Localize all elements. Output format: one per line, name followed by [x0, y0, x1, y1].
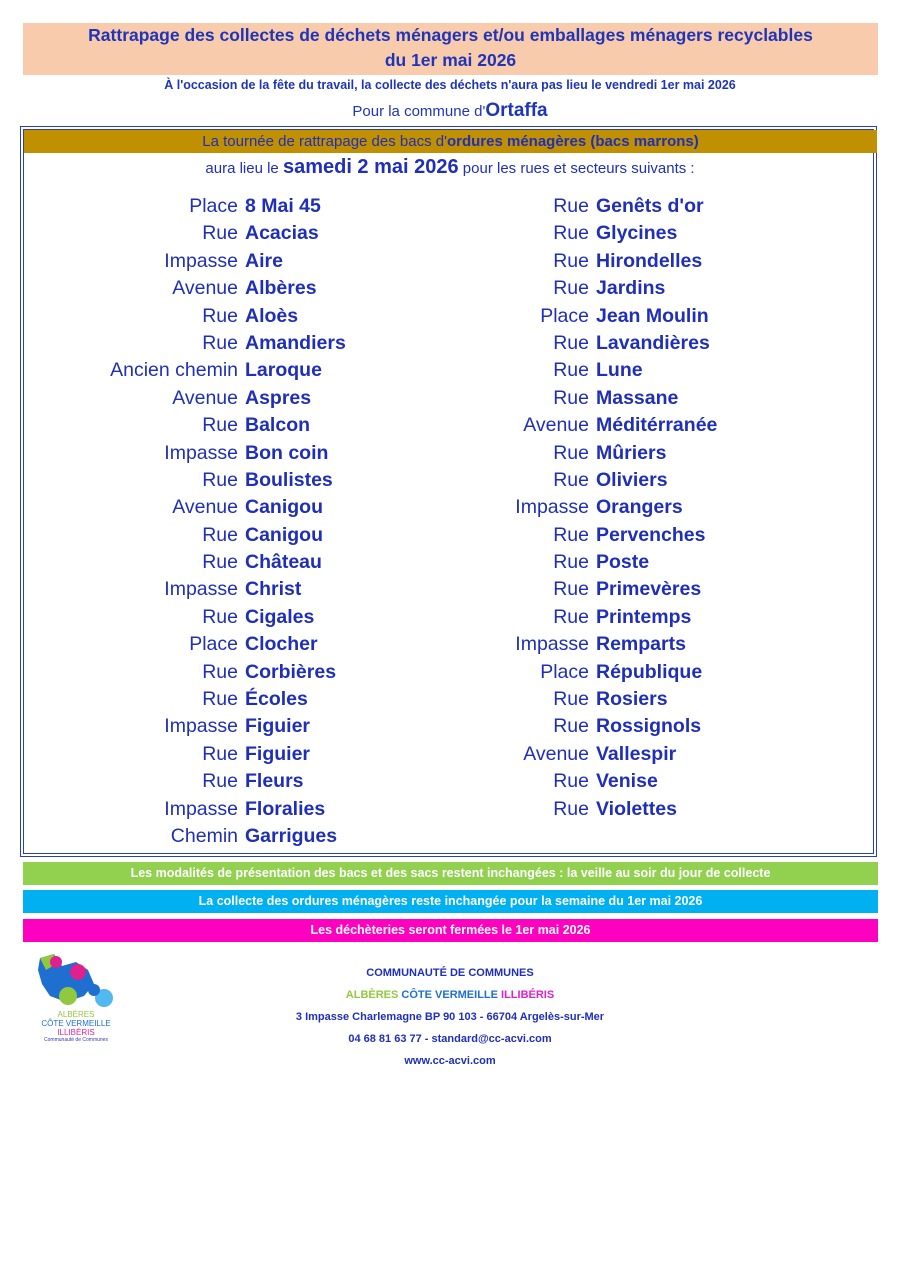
- street-item: [40, 768, 346, 795]
- street-item: [40, 440, 346, 467]
- street-type: Rue: [202, 304, 238, 327]
- street-name: Genêts d'or: [596, 195, 704, 217]
- street-item: [40, 576, 346, 603]
- street-name: Printemps: [596, 605, 692, 628]
- band-highlight: ordures ménagères (bacs marrons): [446, 133, 699, 150]
- street-name: Rosiers: [596, 688, 668, 711]
- street-name: Figuier: [245, 715, 311, 738]
- street-name: Hirondelles: [596, 249, 703, 272]
- commune-name: Ortaffa: [485, 100, 548, 121]
- logo-line-1: ALBÈRES: [57, 1010, 95, 1019]
- logo-line-2: CÔTE VERMEILLE: [41, 1019, 111, 1028]
- street-type: Rue: [553, 688, 589, 711]
- street-type: Chemin: [170, 824, 238, 847]
- street-type: Rue: [553, 331, 589, 354]
- street-item: [40, 385, 346, 412]
- street-type: Place: [189, 633, 238, 656]
- street-type: Rue: [553, 551, 589, 574]
- street-name: Aloès: [245, 304, 299, 327]
- street-item: [40, 467, 346, 494]
- street-item: [40, 303, 346, 330]
- street-type: Rue: [202, 523, 238, 546]
- street-item: [390, 604, 717, 631]
- street-type: Rue: [553, 386, 589, 409]
- street-item: [390, 549, 717, 576]
- street-item: [40, 741, 346, 768]
- street-name: Albères: [245, 277, 317, 300]
- contact-address: 3 Impasse Charlemagne BP 90 103 - 66704 Argelès-sur-Mer: [295, 1011, 605, 1023]
- street-name: Fleurs: [245, 770, 304, 793]
- street-name: Garrigues: [245, 824, 338, 847]
- logo-line-4: Communauté de Communes: [44, 1037, 108, 1043]
- street-name: Lune: [596, 359, 643, 382]
- street-type: Rue: [202, 770, 238, 793]
- street-item: [390, 385, 717, 412]
- street-item: [390, 576, 717, 603]
- street-item: [390, 330, 717, 357]
- street-type: Place: [540, 304, 589, 327]
- street-name: Figuier: [245, 742, 311, 765]
- street-type: Avenue: [523, 742, 589, 765]
- street-item: [390, 713, 717, 740]
- street-item: [40, 604, 346, 631]
- street-type: Rue: [202, 551, 238, 574]
- contact-name-a: ALBÈRES: [345, 989, 399, 1001]
- street-item: [40, 823, 346, 850]
- street-name: Remparts: [596, 633, 686, 656]
- street-type: Rue: [202, 660, 238, 683]
- logo-line-3: ILLIBÉRIS: [57, 1028, 95, 1037]
- street-name: Jardins: [596, 277, 666, 300]
- contact-block: [0, 962, 900, 1072]
- street-name: Corbières: [245, 660, 337, 683]
- notice-cyan: La collecte des ordures ménagères reste inchangée pour la semaine du 1er mai 2026: [23, 890, 878, 913]
- street-type: Rue: [202, 688, 238, 711]
- contact-names: [0, 984, 900, 1006]
- street-name: Primevères: [596, 578, 702, 601]
- street-name: Pervenches: [596, 523, 706, 546]
- street-list-right: [390, 193, 717, 823]
- street-name: Acacias: [245, 222, 319, 245]
- waste-type-band: [24, 130, 877, 153]
- contact-org: COMMUNAUTÉ DE COMMUNES: [366, 967, 534, 979]
- street-name: Christ: [245, 578, 302, 601]
- street-item: [40, 220, 346, 247]
- street-item: [390, 659, 717, 686]
- street-name: Balcon: [245, 414, 311, 437]
- street-item: [390, 248, 717, 275]
- commune-prefix: Pour la commune d': [352, 103, 486, 120]
- street-name: Rossignols: [596, 715, 702, 738]
- street-type: Rue: [202, 414, 238, 437]
- street-name: Canigou: [245, 496, 323, 519]
- street-type: Impasse: [164, 715, 238, 738]
- street-name: Glycines: [596, 222, 678, 245]
- contact-name-c: ILLIBÉRIS: [501, 989, 555, 1001]
- street-type: Avenue: [172, 277, 238, 300]
- date-suffix: pour les rues et secteurs suivants :: [458, 160, 695, 177]
- street-type: Place: [189, 195, 238, 217]
- title-line-1: Rattrapage des collectes de déchets ménagers et/ou emballages ménagers recyclables: [88, 25, 813, 45]
- band-prefix: La tournée de rattrapage des bacs d': [202, 133, 447, 150]
- street-name: Massane: [596, 386, 679, 409]
- street-item: [40, 549, 346, 576]
- street-type: Rue: [202, 331, 238, 354]
- contact-name-b: CÔTE VERMEILLE: [401, 989, 498, 1001]
- street-item: [390, 631, 717, 658]
- street-name: Vallespir: [596, 742, 677, 765]
- street-item: [40, 412, 346, 439]
- notice-magenta: Les déchèteries seront fermées le 1er mai 2026: [23, 919, 878, 942]
- street-type: Impasse: [164, 797, 238, 820]
- street-name: Jean Moulin: [596, 304, 709, 327]
- street-type: Rue: [553, 578, 589, 601]
- street-type: Rue: [202, 605, 238, 628]
- street-item: [390, 275, 717, 302]
- street-item: [390, 467, 717, 494]
- street-name: Clocher: [245, 633, 318, 656]
- street-name: Aspres: [245, 386, 312, 409]
- notice-green: Les modalités de présentation des bacs et des sacs restent inchangées : la veille au soir du jour de collecte: [23, 862, 878, 885]
- street-item: [40, 330, 346, 357]
- street-item: [40, 494, 346, 521]
- street-type: Rue: [553, 770, 589, 793]
- street-type: Avenue: [172, 496, 238, 519]
- commune-line: [0, 100, 900, 122]
- street-item: [40, 659, 346, 686]
- contact-phone-email: 04 68 81 63 77 - standard@cc-acvi.com: [348, 1033, 552, 1045]
- date-line: [0, 156, 900, 179]
- street-type: Rue: [553, 195, 589, 217]
- street-item: [390, 768, 717, 795]
- street-type: Rue: [553, 277, 589, 300]
- street-item: [390, 193, 717, 220]
- title-line-2: du 1er mai 2026: [384, 50, 517, 70]
- street-type: Impasse: [515, 496, 589, 519]
- street-item: [390, 303, 717, 330]
- street-name: Oliviers: [596, 468, 668, 491]
- street-item: [390, 440, 717, 467]
- street-type: Impasse: [164, 578, 238, 601]
- street-name: Aire: [245, 249, 283, 272]
- street-type: Place: [540, 660, 589, 683]
- street-type: Rue: [553, 715, 589, 738]
- street-item: [390, 494, 717, 521]
- street-item: [390, 357, 717, 384]
- street-type: Avenue: [523, 414, 589, 437]
- contact-website[interactable]: www.cc-acvi.com: [404, 1055, 496, 1067]
- street-item: [40, 357, 346, 384]
- street-type: Impasse: [164, 441, 238, 464]
- street-name: Canigou: [245, 523, 323, 546]
- street-name: Boulistes: [245, 468, 333, 491]
- street-name: Violettes: [596, 797, 677, 820]
- date-prefix: aura lieu le: [205, 160, 283, 177]
- street-name: Laroque: [245, 359, 322, 382]
- street-item: [390, 412, 717, 439]
- street-item: [40, 796, 346, 823]
- street-name: Bon coin: [245, 441, 329, 464]
- street-type: Rue: [553, 523, 589, 546]
- street-item: [40, 248, 346, 275]
- street-name: Méditérranée: [596, 414, 718, 437]
- street-item: [390, 220, 717, 247]
- street-type: Impasse: [164, 249, 238, 272]
- street-name: 8 Mai 45: [245, 195, 321, 217]
- street-type: Rue: [202, 742, 238, 765]
- street-name: Château: [245, 551, 322, 574]
- street-type: Ancien chemin: [110, 359, 238, 382]
- subtitle: À l'occasion de la fête du travail, la collecte des déchets n'aura pas lieu le vendredi 1er mai 2026: [164, 78, 736, 92]
- street-type: Rue: [553, 359, 589, 382]
- street-type: Rue: [553, 441, 589, 464]
- street-type: Rue: [202, 468, 238, 491]
- street-type: Impasse: [515, 633, 589, 656]
- street-name: Venise: [596, 770, 658, 793]
- street-type: Rue: [553, 249, 589, 272]
- street-name: République: [596, 660, 703, 683]
- street-type: Rue: [553, 222, 589, 245]
- street-type: Rue: [553, 605, 589, 628]
- street-list-left: [40, 193, 346, 850]
- street-item: [390, 686, 717, 713]
- street-name: Floralies: [245, 797, 326, 820]
- street-name: Mûriers: [596, 441, 667, 464]
- street-item: [40, 631, 346, 658]
- street-name: Orangers: [596, 496, 683, 519]
- street-item: [390, 522, 717, 549]
- street-item: [40, 275, 346, 302]
- collection-date: samedi 2 mai 2026: [282, 156, 459, 178]
- street-type: Rue: [553, 797, 589, 820]
- street-type: Avenue: [172, 386, 238, 409]
- street-name: Lavandières: [596, 331, 710, 354]
- street-item: [390, 796, 717, 823]
- street-item: [390, 741, 717, 768]
- street-name: Cigales: [245, 605, 315, 628]
- street-item: [40, 713, 346, 740]
- street-item: [40, 686, 346, 713]
- street-type: Rue: [202, 222, 238, 245]
- street-item: [40, 522, 346, 549]
- street-name: Amandiers: [245, 331, 346, 354]
- street-name: Écoles: [245, 688, 308, 711]
- title-banner: [23, 23, 878, 75]
- street-item: [40, 193, 346, 220]
- street-type: Rue: [553, 468, 589, 491]
- street-name: Poste: [596, 551, 650, 574]
